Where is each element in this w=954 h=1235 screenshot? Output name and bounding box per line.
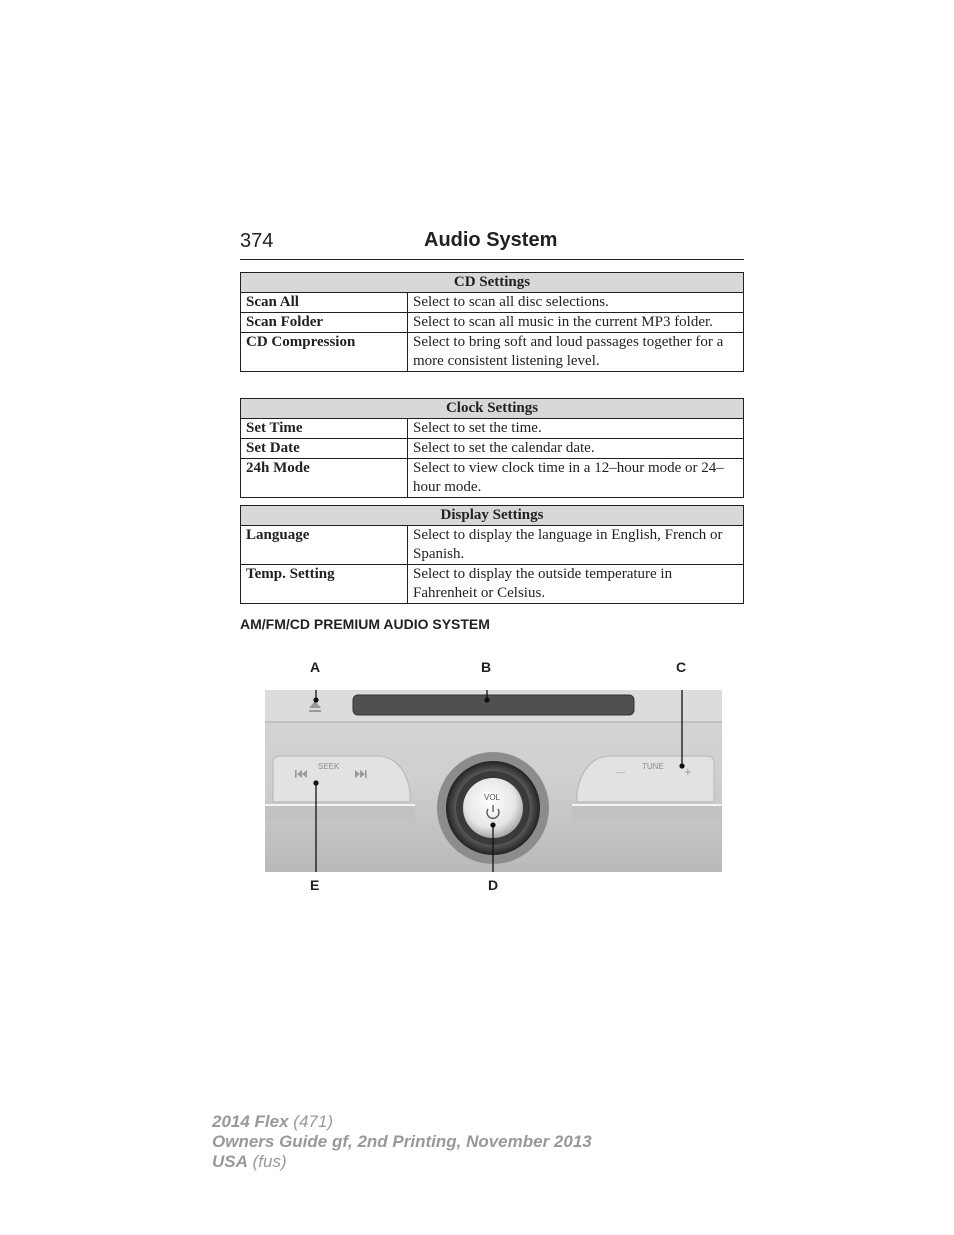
setting-name: Scan All xyxy=(241,293,408,313)
section-heading: AM/FM/CD PREMIUM AUDIO SYSTEM xyxy=(240,616,490,632)
footer-market-code: (fus) xyxy=(252,1152,287,1171)
page-header xyxy=(240,229,744,260)
setting-description: Select to set the calendar date. xyxy=(408,439,744,459)
callout-e: E xyxy=(310,877,320,893)
tune-plus-label: + xyxy=(684,764,692,779)
seek-button xyxy=(273,756,410,802)
setting-name: Scan Folder xyxy=(241,313,408,333)
setting-description: Select to view clock time in a 12–hour mode or 24–hour mode. xyxy=(408,459,744,498)
table-row xyxy=(241,293,744,313)
table-row xyxy=(241,439,744,459)
setting-description: Select to scan all music in the current MP3 folder. xyxy=(408,313,744,333)
setting-description: Select to display the outside temperature in Fahrenheit or Celsius. xyxy=(408,565,744,604)
table-heading: Display Settings xyxy=(241,506,744,526)
table-row xyxy=(241,565,744,604)
vol-label: VOL xyxy=(484,793,501,802)
setting-name: Set Time xyxy=(241,419,408,439)
setting-description: Select to set the time. xyxy=(408,419,744,439)
table-row xyxy=(241,526,744,565)
setting-name: CD Compression xyxy=(241,333,408,372)
callout-a: A xyxy=(310,659,321,675)
footer-model-code: (471) xyxy=(293,1112,333,1131)
clock-settings-table xyxy=(240,398,744,498)
callout-d: D xyxy=(488,877,499,893)
setting-name: Language xyxy=(241,526,408,565)
tune-label: TUNE xyxy=(642,762,664,771)
seek-label: SEEK xyxy=(318,762,340,771)
setting-description: Select to display the language in English, French or Spanish. xyxy=(408,526,744,565)
page-title: Audio System xyxy=(424,229,558,251)
print-footer xyxy=(212,1112,592,1172)
table-heading: CD Settings xyxy=(241,273,744,293)
page-number: 374 xyxy=(240,230,274,252)
callout-b: B xyxy=(481,659,492,675)
footer-model: 2014 Flex xyxy=(212,1112,289,1131)
table-row xyxy=(241,419,744,439)
table-row xyxy=(241,313,744,333)
setting-name: 24h Mode xyxy=(241,459,408,498)
footer-guide: Owners Guide gf, 2nd Printing, November 2013 xyxy=(212,1132,592,1151)
table-row xyxy=(241,459,744,498)
setting-name: Set Date xyxy=(241,439,408,459)
audio-panel-figure xyxy=(265,690,722,872)
table-row xyxy=(241,333,744,372)
tune-minus-label: — xyxy=(616,767,625,777)
cd-slot xyxy=(353,695,634,715)
callout-c: C xyxy=(676,659,687,675)
display-settings-table xyxy=(240,505,744,604)
setting-name: Temp. Setting xyxy=(241,565,408,604)
setting-description: Select to scan all disc selections. xyxy=(408,293,744,313)
cd-settings-table xyxy=(240,272,744,372)
table-heading: Clock Settings xyxy=(241,399,744,419)
footer-market: USA xyxy=(212,1152,248,1171)
setting-description: Select to bring soft and loud passages together for a more consistent listening level. xyxy=(408,333,744,372)
